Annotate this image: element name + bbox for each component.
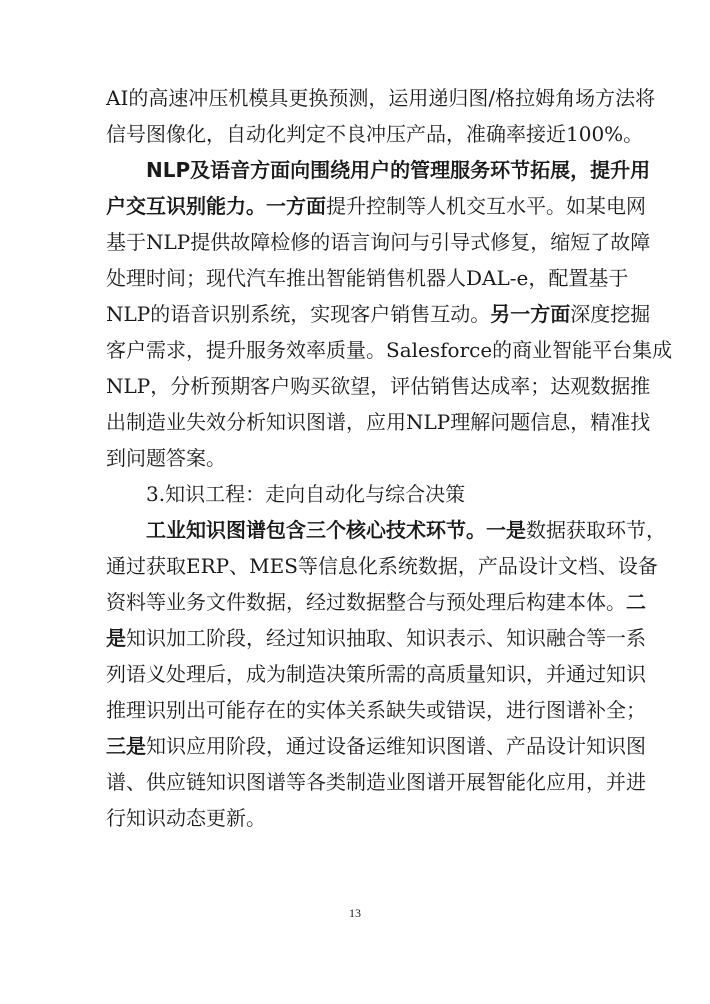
- text-span: 谱、供应链知识图谱等各类制造业图谱开展智能化应用，并进: [106, 770, 646, 794]
- bold-text: 工业知识图谱包含三个核心技术环节。: [146, 518, 486, 542]
- text-span: 推理识别出可能存在的实体关系缺失或错误，进行图谱补全；: [106, 698, 646, 722]
- paragraph-line: [106, 698, 646, 722]
- paragraph-line: [106, 806, 606, 830]
- bold-text: 一是: [486, 518, 526, 542]
- text-span: NLP的语音识别系统，实现客户销售互动。: [106, 302, 491, 326]
- paragraph-line: [106, 626, 646, 650]
- paragraph-line: [106, 302, 651, 326]
- text-span: 出制造业失效分析知识图谱，应用NLP理解问题信息，精准找: [106, 410, 651, 434]
- paragraph-line: [106, 230, 651, 254]
- paragraph-line: [106, 122, 644, 146]
- text-span: 客户需求，提升服务效率质量。Salesforce的商业智能平台集成: [106, 338, 673, 362]
- text-span: 到问题答案。: [106, 446, 226, 470]
- bold-text: 一方面: [266, 194, 326, 218]
- text-span: 信号图像化，自动化判定不良冲压产品，准确率接近100%。: [106, 122, 644, 146]
- paragraph-line: [106, 590, 646, 614]
- bold-text: 另一方面: [490, 302, 571, 326]
- text-span: 知识应用阶段，通过设备运维知识图谱、产品设计知识图: [146, 734, 646, 758]
- paragraph-line: [106, 446, 606, 470]
- bold-text: 户交互识别能力。: [106, 194, 266, 218]
- paragraph-line: [146, 518, 666, 542]
- paragraph-line: [106, 194, 646, 218]
- text-span: 资料等业务文件数据，经过数据整合与预处理后构建本体。: [106, 590, 626, 614]
- bold-text: 三是: [106, 734, 146, 758]
- paragraph-line: [146, 158, 651, 182]
- text-span: 处理时间；现代汽车推出智能销售机器人DAL-e，配置基于: [106, 266, 629, 290]
- paragraph-line: [106, 266, 629, 290]
- text-span: 深度挖掘: [570, 302, 651, 326]
- text-span: NLP，分析预期客户购买欲望，评估销售达成率；达观数据推: [106, 374, 651, 398]
- paragraph-line: [106, 662, 646, 686]
- text-span: 数据获取环节，: [526, 518, 666, 542]
- paragraph-line: [106, 338, 673, 362]
- bold-text: NLP及语音方面向围绕用户的管理服务环节拓展，提升用: [146, 158, 651, 182]
- text-span: 通过获取ERP、MES等信息化系统数据，产品设计文档、设备: [106, 554, 658, 578]
- text-span: 行知识动态更新。: [106, 806, 266, 830]
- text-span: 知识加工阶段，经过知识抽取、知识表示、知识融合等一系: [126, 626, 646, 650]
- paragraph-line: [106, 86, 656, 110]
- paragraph-line: [106, 410, 651, 434]
- paragraph-line: [106, 770, 646, 794]
- text-span: 基于NLP提供故障检修的语言询问与引导式修复，缩短了故障: [106, 230, 651, 254]
- bold-text: 二: [626, 590, 646, 614]
- text-span: 列语义处理后，成为制造决策所需的高质量知识，并通过知识: [106, 662, 646, 686]
- text-span: AI的高速冲压机模具更换预测，运用递归图/格拉姆角场方法将: [106, 86, 656, 110]
- section-heading: 3.知识工程：走向自动化与综合决策: [146, 482, 466, 506]
- paragraph-line: [106, 374, 651, 398]
- bold-text: 是: [106, 626, 126, 650]
- paragraph-line: [106, 554, 658, 578]
- text-span: 提升控制等人机交互水平。如某电网: [326, 194, 646, 218]
- paragraph-line: [106, 734, 646, 758]
- page-number: 13: [349, 906, 361, 920]
